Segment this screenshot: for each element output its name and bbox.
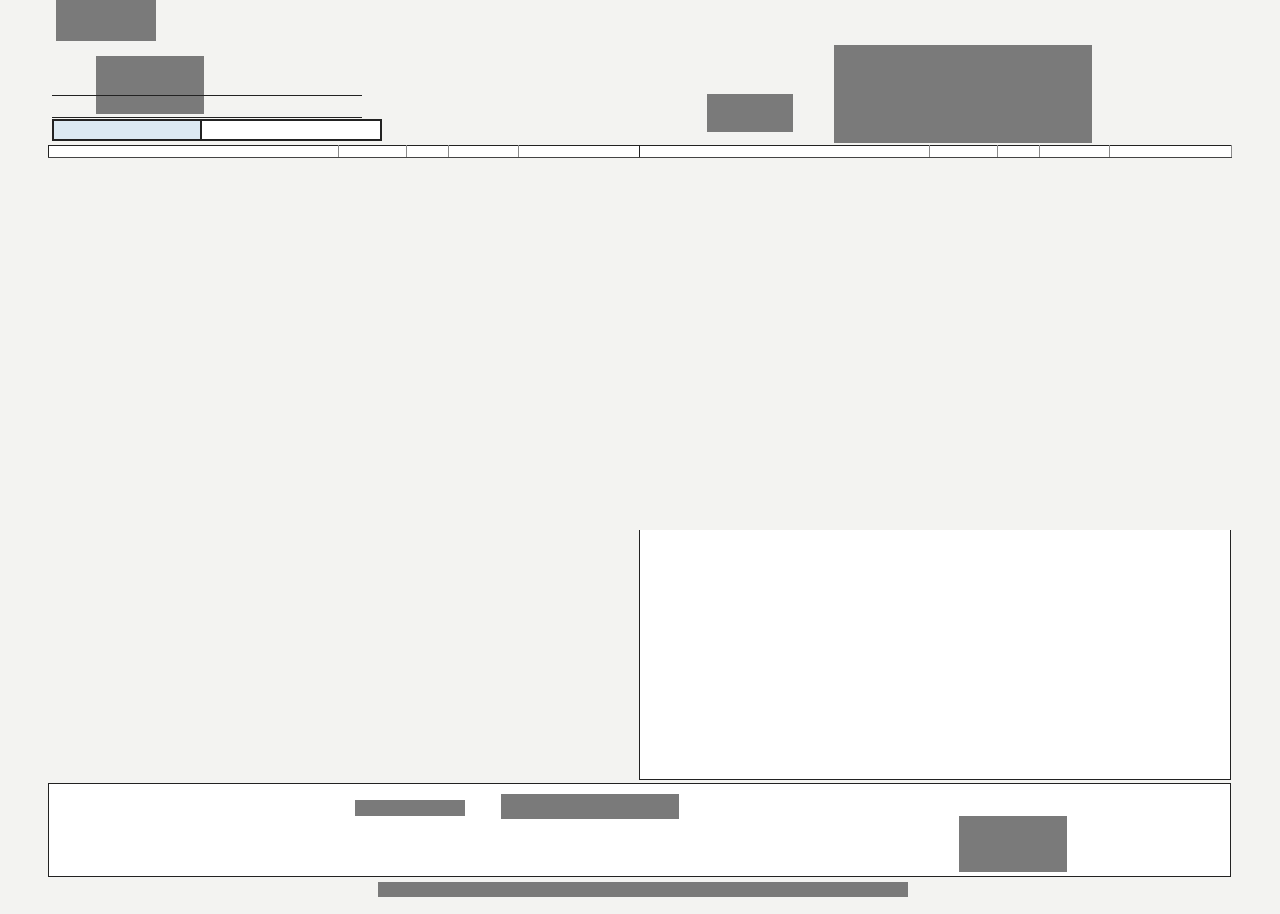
col-header-unit: [339, 146, 407, 158]
col-header-note: [1110, 146, 1232, 158]
redaction-block: [355, 800, 465, 816]
col-header-qty: [998, 146, 1040, 158]
redaction-block: [56, 0, 156, 41]
billing-amount-label: [54, 121, 202, 139]
col-header-amount: [449, 146, 519, 158]
col-header-note: [519, 146, 641, 158]
right-items-table: [639, 145, 1232, 158]
notes-panel: [48, 783, 1231, 877]
redaction-block: [834, 45, 1092, 143]
col-header-amount: [1040, 146, 1110, 158]
col-header-name: [640, 146, 930, 158]
redaction-block: [707, 94, 793, 132]
left-items-table: [48, 145, 641, 158]
redaction-block: [959, 816, 1067, 872]
bride-line: [52, 98, 362, 118]
redaction-block: [501, 794, 679, 819]
groom-line: [52, 76, 362, 96]
right-table-blank-area: [639, 530, 1231, 780]
billing-amount-value: [202, 121, 380, 139]
col-header-qty: [407, 146, 449, 158]
redaction-block: [378, 882, 908, 897]
col-header-name: [49, 146, 339, 158]
billing-amount-box: [52, 119, 382, 141]
col-header-unit: [930, 146, 998, 158]
